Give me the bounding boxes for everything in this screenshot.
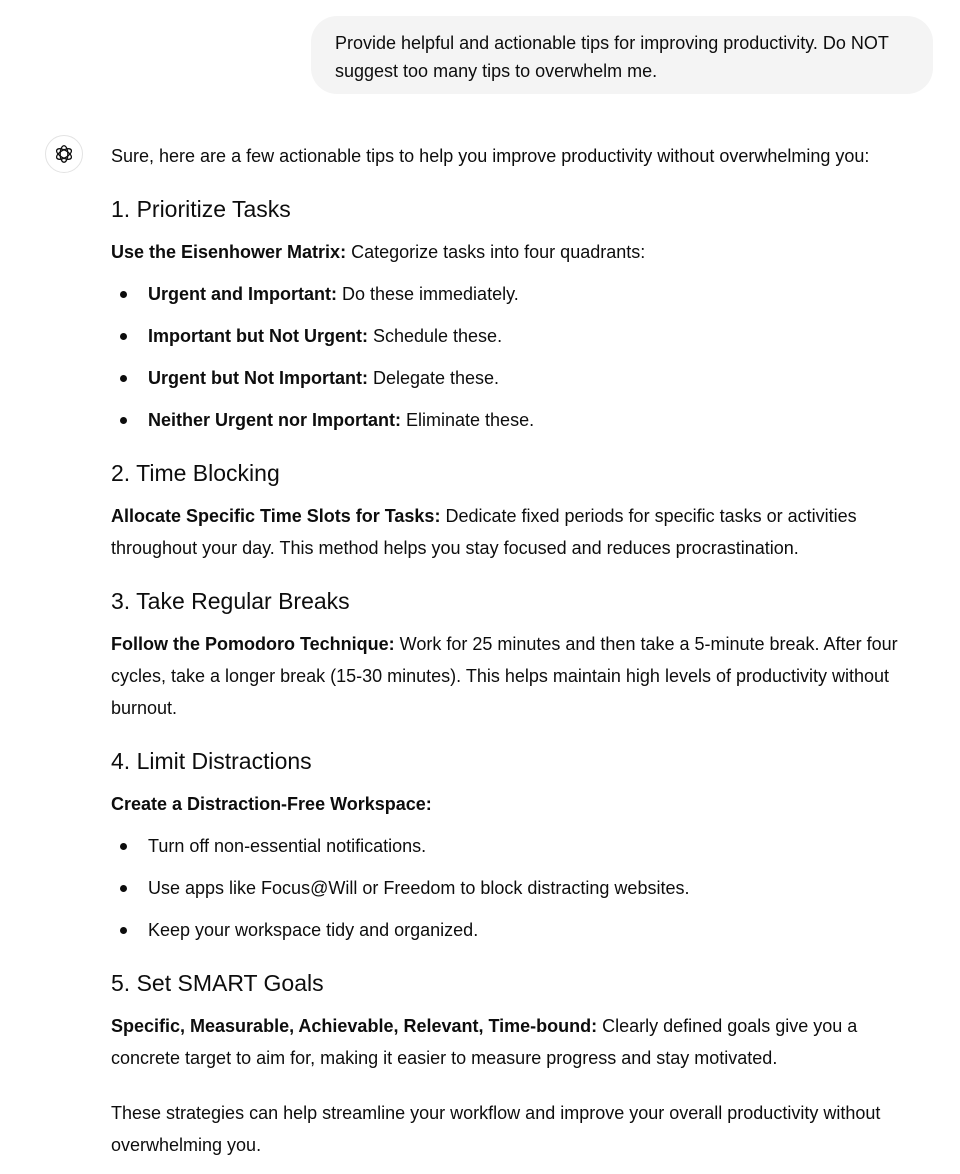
section-body-breaks: Follow the Pomodoro Technique: Work for 25 minutes and then take a 5-minute break. After four cycles, take a longer break (15-30 minutes). This helps maintain high levels of productivity without burnout. <box>111 634 898 718</box>
assistant-avatar <box>45 135 83 173</box>
list-item: Urgent and Important: Do these immediately. <box>111 278 926 310</box>
user-message-text: Provide helpful and actionable tips for improving productivity. Do NOT suggest too many tips to overwhelm me. <box>335 33 889 81</box>
section-heading-time-blocking: 2. Time Blocking <box>111 460 280 486</box>
user-message-bubble <box>311 16 933 94</box>
list-item: Urgent but Not Important: Delegate these. <box>111 362 926 394</box>
list-item: Keep your workspace tidy and organized. <box>111 914 926 946</box>
section-lead-distractions: Create a Distraction-Free Workspace: <box>111 794 432 814</box>
list-item: Turn off non-essential notifications. <box>111 830 926 862</box>
section-heading-distractions: 4. Limit Distractions <box>111 748 312 774</box>
section-heading-breaks: 3. Take Regular Breaks <box>111 588 350 614</box>
bullet-icon <box>120 333 127 340</box>
list-item: Use apps like Focus@Will or Freedom to block distracting websites. <box>111 872 926 904</box>
distractions-list <box>111 830 926 946</box>
assistant-message <box>111 140 926 1161</box>
bullet-icon <box>120 843 127 850</box>
bullet-icon <box>120 927 127 934</box>
section-heading-prioritize: 1. Prioritize Tasks <box>111 196 291 222</box>
bullet-icon <box>120 417 127 424</box>
bullet-icon <box>120 885 127 892</box>
section-body-smart-goals: Specific, Measurable, Achievable, Relevant, Time-bound: Clearly defined goals give you a concrete target to aim for, making it easier to measure progress and stay motivated. <box>111 1016 858 1068</box>
closing-text: These strategies can help streamline your workflow and improve your overall productivity without overwhelming you. <box>111 1103 881 1155</box>
list-item: Neither Urgent nor Important: Eliminate these. <box>111 404 926 436</box>
list-item: Important but Not Urgent: Schedule these. <box>111 320 926 352</box>
intro-text: Sure, here are a few actionable tips to help you improve productivity without overwhelming you: <box>111 146 870 166</box>
openai-logo-icon <box>53 143 75 165</box>
bullet-icon <box>120 291 127 298</box>
section-lead-prioritize: Use the Eisenhower Matrix: Categorize tasks into four quadrants: <box>111 242 646 262</box>
section-body-time-blocking: Allocate Specific Time Slots for Tasks: Dedicate fixed periods for specific tasks or activities throughout your day. This method helps you stay focused and reduces procrastination. <box>111 506 857 558</box>
eisenhower-list <box>111 278 926 436</box>
section-heading-smart-goals: 5. Set SMART Goals <box>111 970 324 996</box>
bullet-icon <box>120 375 127 382</box>
